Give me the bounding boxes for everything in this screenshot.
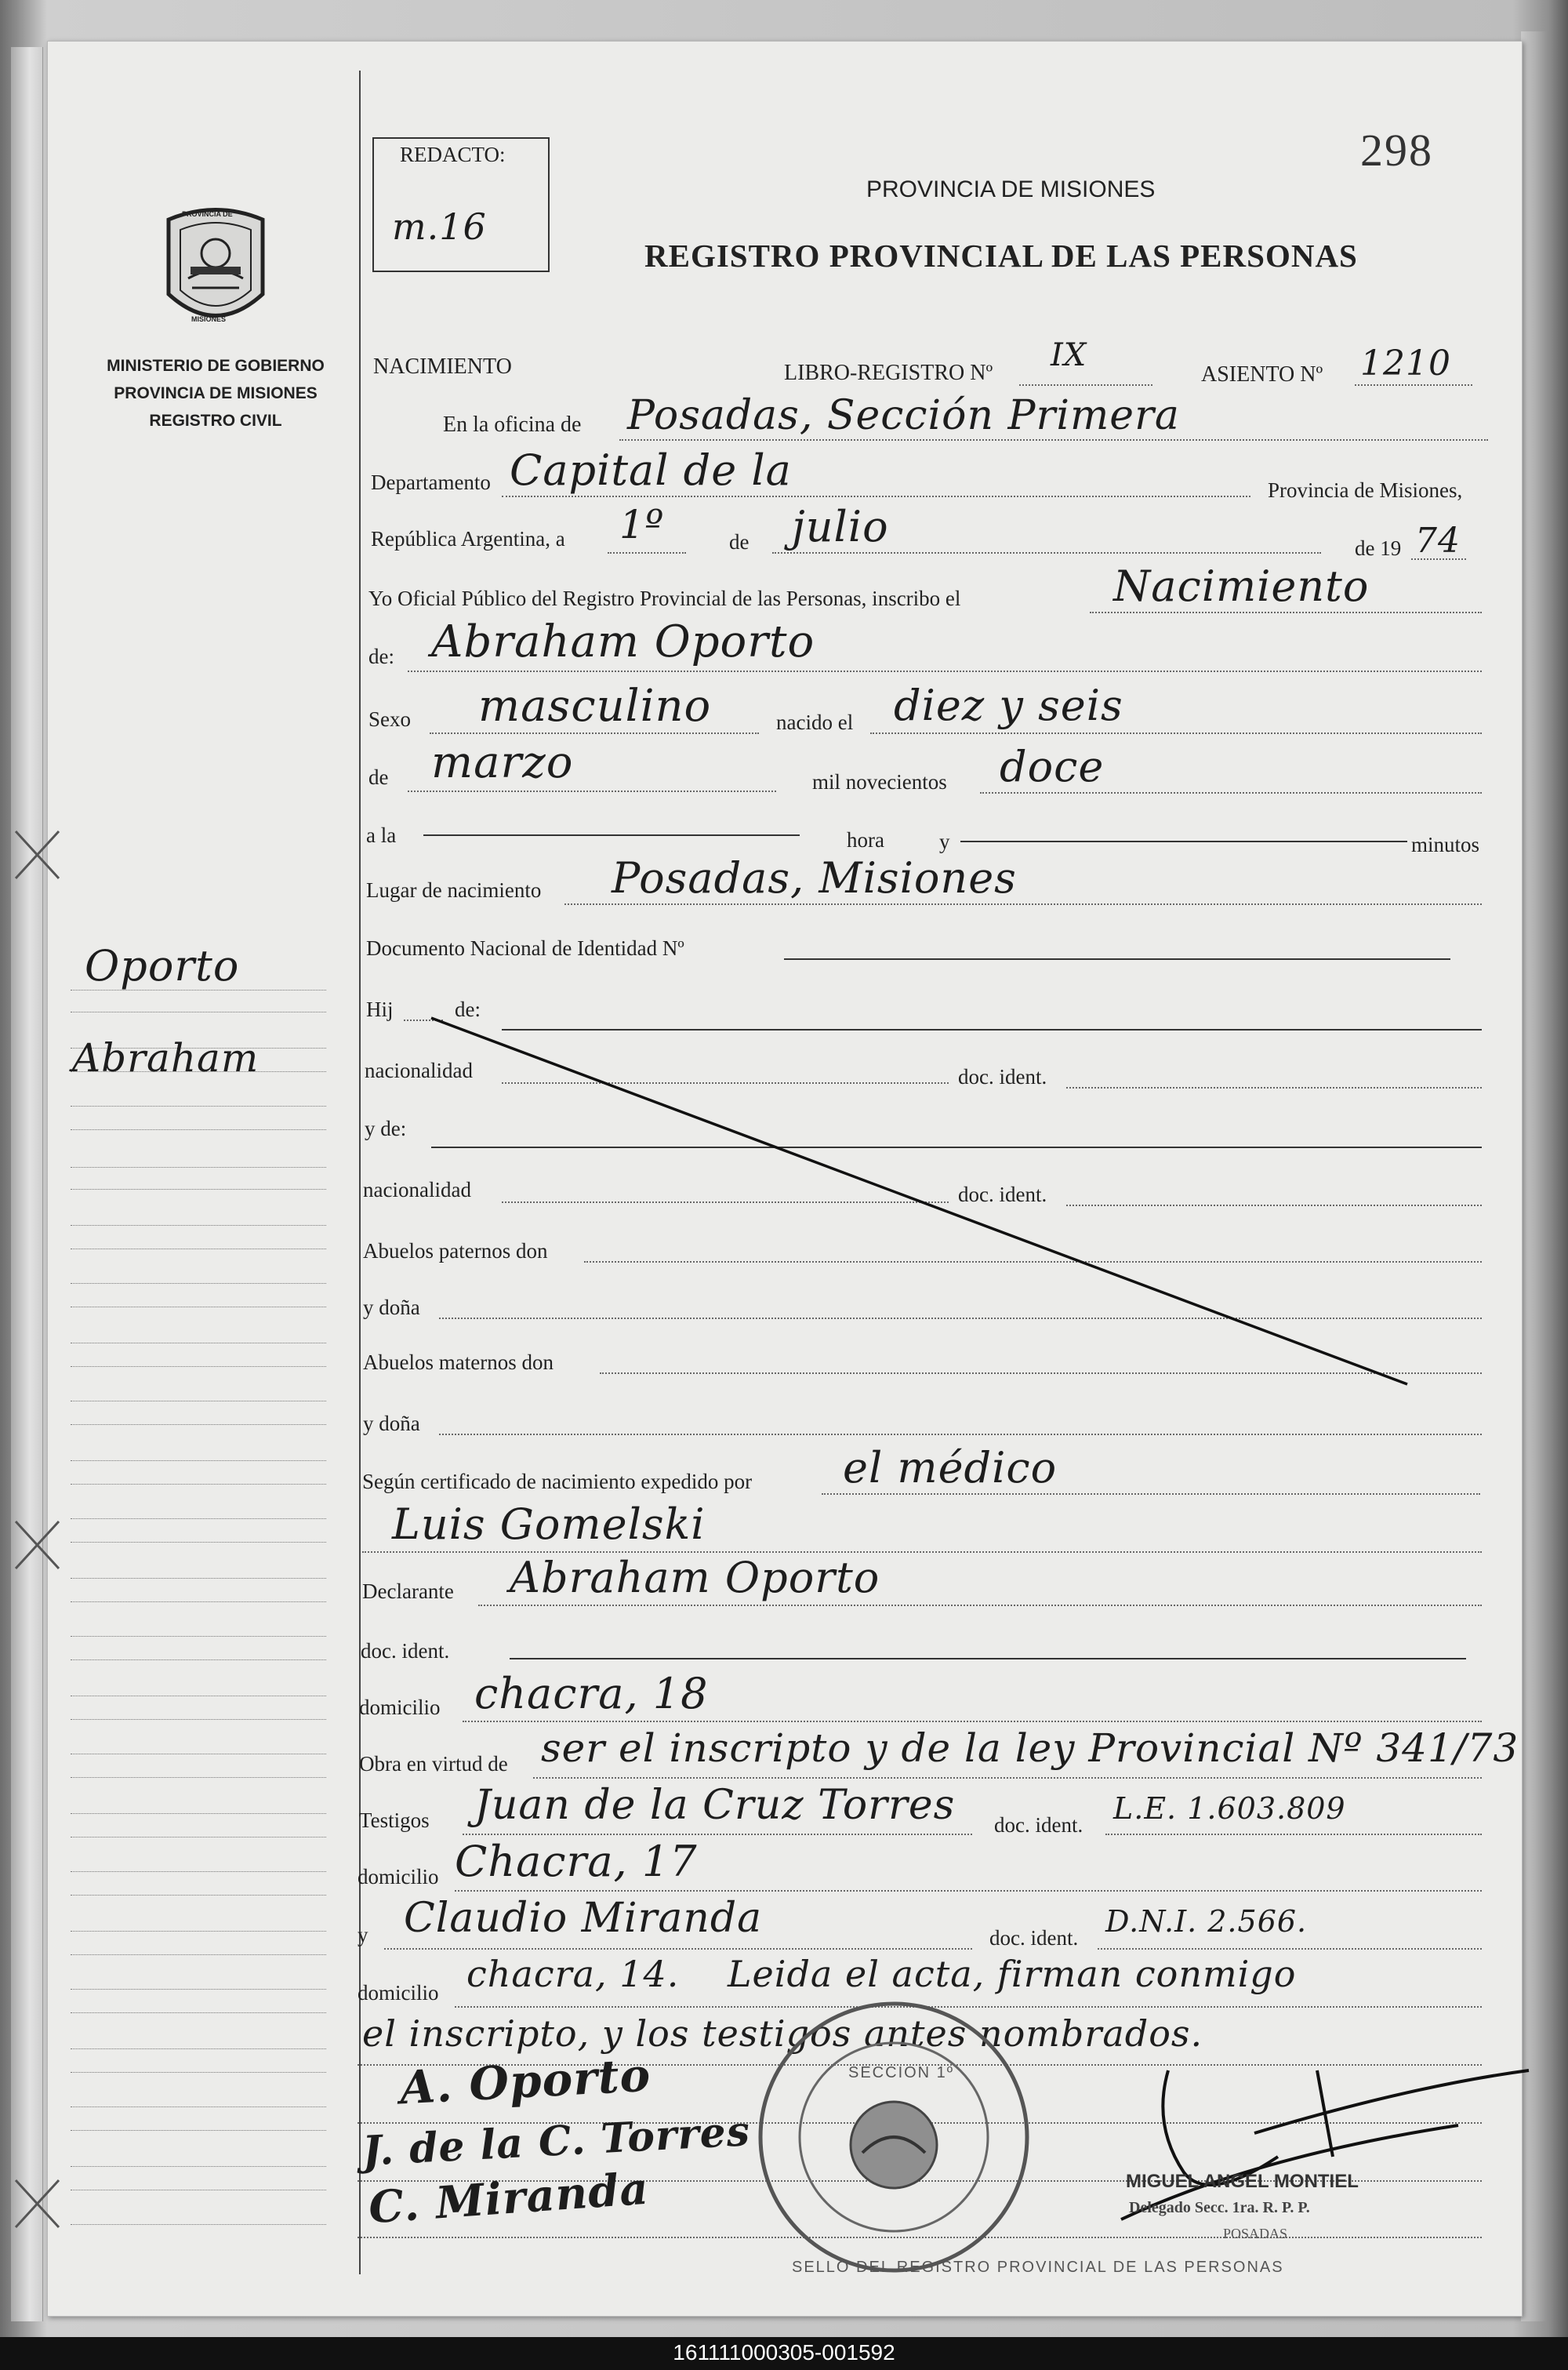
doc-ident3-label: doc. ident.: [361, 1639, 450, 1663]
lugar-label: Lugar de nacimiento: [366, 878, 542, 902]
ministry-civil: REGISTRO CIVIL: [149, 412, 282, 430]
dia-line: [608, 552, 686, 554]
seal-bottom-text: MISIONES: [191, 315, 227, 323]
testigos-label: Testigos: [359, 1808, 430, 1832]
footer-id: 161111000305-001592: [673, 2340, 895, 2365]
y-label: y: [939, 830, 950, 853]
y-de-label: y de:: [365, 1117, 407, 1140]
hij-label: Hij: [366, 998, 394, 1021]
nacionalidad2-label: nacionalidad: [363, 1178, 471, 1201]
y-dona2-label: y doña: [363, 1412, 420, 1435]
nombre-de-label: de:: [368, 645, 394, 668]
abuelos-maternos-label: Abuelos maternos don: [363, 1350, 554, 1374]
oficina-label: En la oficina de: [443, 413, 582, 437]
signature-declarante: A. Oporto: [398, 2048, 652, 2115]
testigo2-value: Claudio Miranda: [404, 1895, 763, 1942]
asiento-label: ASIENTO Nº: [1201, 362, 1323, 387]
stitch-1: [16, 831, 59, 878]
testigo1-line: [463, 1834, 972, 1835]
obra-line: [533, 1777, 1482, 1779]
mes-nac-value: marzo: [431, 737, 574, 788]
redacto-value: m.16: [392, 205, 487, 248]
nacido-value: diez y seis: [894, 681, 1123, 730]
cancellation-stroke: [423, 1004, 1443, 1396]
nombre-line: [408, 671, 1482, 672]
departamento-label: Departamento: [371, 471, 491, 494]
departamento-value: Capital de la: [510, 445, 792, 495]
ministry-title: MINISTERIO DE GOBIERNO: [107, 357, 325, 375]
oficina-line: [619, 439, 1488, 441]
inscribo-line: [1090, 612, 1482, 613]
declarante-label: Declarante: [362, 1579, 454, 1603]
libro-label: LIBRO-REGISTRO Nº: [784, 361, 993, 385]
domicilio-line: [463, 1721, 1482, 1722]
testigo2-doc-line: [1098, 1948, 1482, 1950]
nacionalidad-label: nacionalidad: [365, 1059, 473, 1082]
doc-ident-label: doc. ident.: [958, 1065, 1047, 1089]
minutos-line: [960, 841, 1407, 842]
page-edge: [1521, 31, 1549, 2321]
sexo-value: masculino: [478, 681, 712, 732]
page-number: 298: [1360, 125, 1433, 176]
testigo2-line: [384, 1948, 972, 1950]
nacido-line: [870, 732, 1482, 734]
oficial-label: Yo Oficial Público del Registro Provincial de las Personas, inscribo el: [368, 587, 961, 610]
a-la-label: a la: [366, 823, 397, 847]
stitch-3: [16, 2180, 59, 2227]
lugar-line: [564, 903, 1482, 905]
signature-testigo-2: C. Miranda: [367, 2162, 651, 2234]
asiento-line: [1355, 384, 1472, 386]
y2-label: y: [358, 1923, 368, 1947]
mes-nac-line: [408, 791, 776, 792]
minutos-label: minutos: [1411, 833, 1480, 856]
mes-de-label: de: [729, 530, 750, 554]
doc-ident5-label: doc. ident.: [989, 1926, 1079, 1950]
dni-label: Documento Nacional de Identidad Nº: [366, 936, 684, 960]
sexo-label: Sexo: [368, 707, 411, 731]
anio-label: de 19: [1355, 536, 1402, 560]
domicilio2-line: [455, 1890, 1482, 1892]
header-province: PROVINCIA DE MISIONES: [866, 176, 1156, 202]
doc-ident3-line: [510, 1658, 1466, 1659]
margin-given-name: Abraham: [72, 1035, 260, 1081]
sexo-line: [430, 732, 759, 734]
provincia-label: Provincia de Misiones,: [1268, 478, 1463, 502]
anio-value: 74: [1415, 521, 1461, 561]
testigo1-doc-line: [1105, 1834, 1482, 1835]
certificado-value: el médico: [843, 1443, 1058, 1492]
closing-text: el inscripto, y los testigos antes nombrados.: [362, 2012, 1203, 2055]
obra-value: ser el inscripto y de la ley Provincial Nº 341/73: [541, 1725, 1519, 1771]
hij-de-label: de:: [455, 998, 481, 1021]
mil-label: mil novecientos: [812, 770, 947, 794]
asiento-value: 1210: [1360, 344, 1451, 383]
domicilio-label: domicilio: [359, 1696, 441, 1719]
hora-label: hora: [847, 828, 884, 852]
certificado-label: Según certificado de nacimiento expedido por: [362, 1470, 753, 1493]
dia-value: 1º: [619, 502, 665, 547]
domicilio-value: chacra, 18: [474, 1669, 709, 1718]
y-dona2-line: [439, 1434, 1482, 1435]
testigo1-dom: Chacra, 17: [455, 1837, 698, 1886]
testigo2-dom: chacra, 14.: [466, 1953, 680, 1995]
stamp-section: SECCION 1º: [848, 2064, 955, 2081]
inscribo-value: Nacimiento: [1113, 562, 1370, 611]
official-city: POSADAS: [1223, 2226, 1288, 2241]
anio-nac-line: [980, 792, 1482, 794]
nacido-label: nacido el: [776, 711, 854, 734]
registry-stamp-icon: [753, 1996, 1035, 2278]
doc-ident2-label: doc. ident.: [958, 1183, 1047, 1206]
mes-line: [772, 552, 1321, 554]
medico-value: Luis Gomelski: [392, 1499, 706, 1549]
lugar-value: Posadas, Misiones: [612, 853, 1017, 903]
libro-value: IX: [1051, 337, 1087, 373]
certificado-line: [822, 1493, 1480, 1495]
domicilio2-label: domicilio: [358, 1865, 439, 1888]
testigo1-value: Juan de la Cruz Torres: [474, 1782, 956, 1829]
republica-label: República Argentina, a: [371, 527, 565, 551]
mes-value: julio: [792, 502, 889, 551]
declarante-line: [478, 1605, 1482, 1606]
binding-stitches: [0, 0, 94, 2337]
declarante-value: Abraham Oporto: [510, 1553, 880, 1602]
ministry-province: PROVINCIA DE MISIONES: [114, 384, 318, 402]
seal-top-text: PROVINCIA DE: [182, 210, 233, 218]
departamento-line: [502, 496, 1250, 497]
redacto-label: REDACTO:: [400, 143, 506, 166]
testigo1-doc: L.E. 1.603.809: [1113, 1791, 1346, 1826]
y-dona-label: y doña: [363, 1296, 420, 1319]
official-title: Delegado Secc. 1ra. R. P. P.: [1129, 2199, 1310, 2216]
stamp-ring-text: SELLO DEL REGISTRO PROVINCIAL DE LAS PERSONAS: [792, 2259, 1284, 2276]
libro-line: [1019, 384, 1152, 386]
doc-ident4-label: doc. ident.: [994, 1813, 1083, 1837]
abuelos-paternos-label: Abuelos paternos don: [363, 1239, 548, 1263]
leida-text: Leida el acta, firman conmigo: [728, 1953, 1297, 1995]
oficina-value: Posadas, Sección Primera: [627, 392, 1180, 439]
obra-label: Obra en virtud de: [359, 1752, 508, 1776]
anio-nac-value: doce: [1000, 742, 1105, 791]
record-type: NACIMIENTO: [373, 354, 512, 379]
testigo2-doc: D.N.I. 2.566.: [1105, 1904, 1308, 1939]
mes-nac-de-label: de: [368, 765, 389, 789]
header-registry: REGISTRO PROVINCIAL DE LAS PERSONAS: [644, 238, 1358, 274]
margin-surname: Oporto: [85, 941, 240, 991]
signature-testigo-1: J. de la C. Torres: [361, 2107, 752, 2176]
stitch-2: [16, 1521, 59, 1568]
dni-line: [784, 958, 1450, 960]
official-name: MIGUEL ANGEL MONTIEL: [1126, 2171, 1359, 2192]
domicilio3-label: domicilio: [358, 1981, 439, 2005]
nombre-value: Abraham Oporto: [431, 616, 815, 667]
a-la-line: [423, 834, 800, 836]
